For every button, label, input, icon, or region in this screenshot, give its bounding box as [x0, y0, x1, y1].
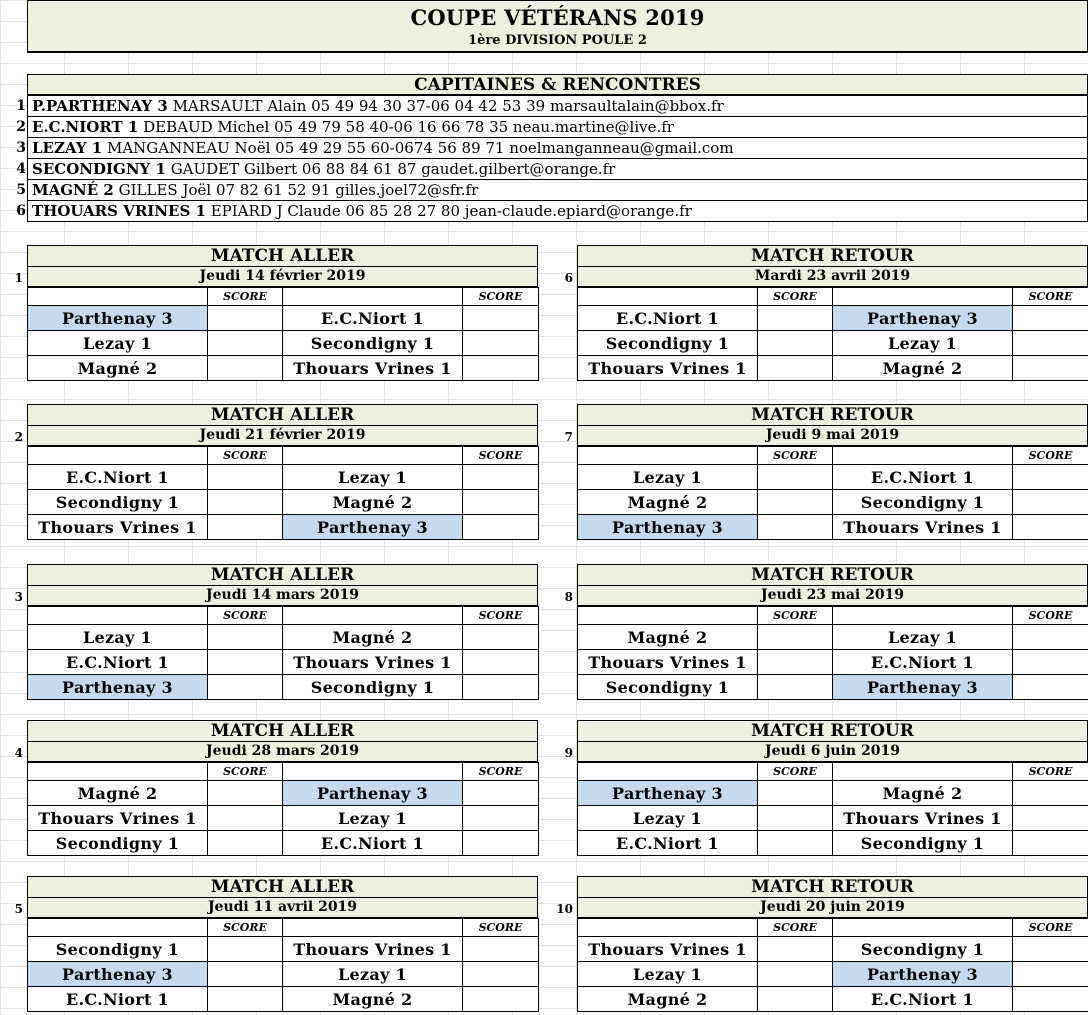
match-date: Jeudi 6 juin 2019 [577, 742, 1088, 762]
match-title: MATCH ALLER [27, 245, 538, 267]
captain-contact: EPIARD J Claude 06 85 28 27 80 jean-claude.epiard@orange.fr [210, 202, 692, 220]
score-label: SCORE [208, 763, 283, 781]
score-label: SCORE [758, 763, 833, 781]
score-label: SCORE [463, 763, 539, 781]
captain-contact: GAUDET Gilbert 06 88 84 61 87 gaudet.gilbert@orange.fr [170, 160, 616, 178]
score-label: SCORE [1013, 607, 1088, 625]
match-date: Jeudi 11 avril 2019 [27, 898, 538, 918]
home-score-cell[interactable] [758, 650, 833, 675]
away-team: Secondigny 1 [283, 675, 463, 700]
score-header-blank [28, 447, 208, 465]
away-team: Secondigny 1 [833, 937, 1013, 962]
match-row [28, 781, 539, 806]
away-team: Lezay 1 [833, 625, 1013, 650]
home-score-cell[interactable] [208, 490, 283, 515]
match-date: Jeudi 28 mars 2019 [27, 742, 538, 762]
home-score-cell[interactable] [208, 650, 283, 675]
match-grid [27, 762, 539, 856]
score-header-row [578, 763, 1088, 781]
away-score-cell[interactable] [463, 331, 539, 356]
title-banner [27, 0, 1088, 53]
match-row [578, 937, 1088, 962]
home-score-cell[interactable] [758, 625, 833, 650]
away-score-cell[interactable] [463, 625, 539, 650]
away-score-cell[interactable] [463, 650, 539, 675]
home-score-cell[interactable] [208, 987, 283, 1012]
score-label: SCORE [758, 288, 833, 306]
captain-team: LEZAY 1 [32, 139, 103, 157]
captain-contact: GILLES Joël 07 82 61 52 91 gilles.joel72@sfr.fr [118, 181, 479, 199]
away-team: Thouars Vrines 1 [283, 937, 463, 962]
captain-row-number: 6 [16, 203, 26, 219]
match-title: MATCH ALLER [27, 564, 538, 586]
away-team: Lezay 1 [283, 806, 463, 831]
match-row [578, 806, 1088, 831]
score-label: SCORE [1013, 919, 1088, 937]
match-row [28, 625, 539, 650]
match-row [28, 306, 539, 331]
match-number: 5 [14, 902, 23, 916]
home-score-cell[interactable] [758, 781, 833, 806]
captain-team: SECONDIGNY 1 [32, 160, 166, 178]
match-row [578, 987, 1088, 1012]
away-score-cell[interactable] [1013, 987, 1088, 1012]
away-team: Magné 2 [283, 625, 463, 650]
away-score-cell[interactable] [463, 831, 539, 856]
away-score-cell[interactable] [1013, 356, 1088, 381]
match-number: 3 [14, 590, 23, 604]
away-team: E.C.Niort 1 [833, 987, 1013, 1012]
score-header-row [578, 607, 1088, 625]
score-header-row [28, 447, 539, 465]
away-score-cell[interactable] [463, 515, 539, 540]
score-header-blank [578, 607, 758, 625]
away-team: E.C.Niort 1 [833, 465, 1013, 490]
home-team: Magné 2 [28, 356, 208, 381]
score-label: SCORE [1013, 288, 1088, 306]
match-row [578, 650, 1088, 675]
match-date: Jeudi 20 juin 2019 [577, 898, 1088, 918]
home-team: Magné 2 [28, 781, 208, 806]
captain-row [27, 201, 1088, 222]
match-number: 1 [14, 271, 23, 285]
captain-row [27, 117, 1088, 138]
away-score-cell[interactable] [1013, 650, 1088, 675]
captain-contact: MANGANNEAU Noël 05 49 29 55 60-0674 56 89 71 noelmanganneau@gmail.com [106, 139, 734, 157]
match-date: Jeudi 23 mai 2019 [577, 586, 1088, 606]
away-score-cell[interactable] [463, 675, 539, 700]
match-title: MATCH RETOUR [577, 404, 1088, 426]
score-header-blank [283, 919, 463, 937]
score-header-row [578, 288, 1088, 306]
captain-row [27, 180, 1088, 201]
away-team: Lezay 1 [283, 962, 463, 987]
score-header-row [28, 763, 539, 781]
score-header-blank [578, 288, 758, 306]
captains-header: CAPITAINES & RENCONTRES [27, 74, 1088, 96]
page-title: COUPE VÉTÉRANS 2019 [410, 5, 705, 30]
score-header-blank [28, 607, 208, 625]
captain-team: THOUARS VRINES 1 [32, 202, 206, 220]
match-title: MATCH ALLER [27, 404, 538, 426]
score-label: SCORE [208, 607, 283, 625]
away-team: E.C.Niort 1 [283, 831, 463, 856]
score-header-blank [283, 288, 463, 306]
score-header-row [28, 919, 539, 937]
score-header-row [578, 447, 1088, 465]
match-row [28, 831, 539, 856]
page-subtitle: 1ère DIVISION POULE 2 [468, 33, 647, 48]
home-team: Secondigny 1 [28, 490, 208, 515]
home-score-cell[interactable] [758, 306, 833, 331]
score-label: SCORE [1013, 763, 1088, 781]
score-header-blank [28, 919, 208, 937]
away-score-cell[interactable] [1013, 465, 1088, 490]
match-row [28, 987, 539, 1012]
captain-row-number: 3 [16, 140, 26, 156]
captain-row-number: 5 [16, 182, 26, 198]
match-title: MATCH ALLER [27, 876, 538, 898]
match-date: Jeudi 21 février 2019 [27, 426, 538, 446]
home-team: Lezay 1 [28, 625, 208, 650]
score-header-row [578, 919, 1088, 937]
home-team: Magné 2 [578, 625, 758, 650]
away-score-cell[interactable] [1013, 306, 1088, 331]
match-row [578, 465, 1088, 490]
away-score-cell[interactable] [1013, 806, 1088, 831]
home-team: Lezay 1 [578, 465, 758, 490]
score-header-blank [578, 447, 758, 465]
away-score-cell[interactable] [463, 987, 539, 1012]
home-team: Parthenay 3 [28, 306, 208, 331]
captain-row-number: 4 [16, 161, 26, 177]
home-team: Thouars Vrines 1 [578, 937, 758, 962]
match-row [28, 356, 539, 381]
away-team: Thouars Vrines 1 [283, 356, 463, 381]
home-team: Thouars Vrines 1 [578, 356, 758, 381]
away-score-cell[interactable] [1013, 625, 1088, 650]
home-score-cell[interactable] [758, 962, 833, 987]
score-header-blank [833, 288, 1013, 306]
captain-team: E.C.NIORT 1 [32, 118, 139, 136]
captain-team: MAGNÉ 2 [32, 181, 114, 199]
match-row [578, 675, 1088, 700]
home-team: Secondigny 1 [28, 937, 208, 962]
match-row [28, 490, 539, 515]
home-score-cell[interactable] [208, 306, 283, 331]
match-row [578, 781, 1088, 806]
home-team: E.C.Niort 1 [28, 465, 208, 490]
match-date: Mardi 23 avril 2019 [577, 267, 1088, 287]
match-number: 2 [14, 430, 23, 444]
match-date: Jeudi 9 mai 2019 [577, 426, 1088, 446]
match-title: MATCH RETOUR [577, 245, 1088, 267]
home-score-cell[interactable] [758, 806, 833, 831]
match-row [28, 331, 539, 356]
match-grid [27, 606, 539, 700]
home-score-cell[interactable] [758, 356, 833, 381]
match-row [28, 937, 539, 962]
score-header-blank [28, 763, 208, 781]
home-score-cell[interactable] [758, 490, 833, 515]
away-team: Magné 2 [283, 987, 463, 1012]
home-team: Parthenay 3 [28, 675, 208, 700]
match-number: 9 [564, 746, 573, 760]
away-team: Parthenay 3 [283, 781, 463, 806]
captain-row [27, 159, 1088, 180]
away-score-cell[interactable] [1013, 831, 1088, 856]
match-number: 4 [14, 746, 23, 760]
match-number: 7 [564, 430, 573, 444]
home-team: Lezay 1 [28, 331, 208, 356]
away-team: Parthenay 3 [833, 962, 1013, 987]
match-grid [577, 446, 1088, 540]
score-header-blank [833, 919, 1013, 937]
home-team: Thouars Vrines 1 [28, 806, 208, 831]
home-team: Parthenay 3 [578, 781, 758, 806]
home-team: Magné 2 [578, 490, 758, 515]
away-team: E.C.Niort 1 [833, 650, 1013, 675]
score-label: SCORE [208, 288, 283, 306]
away-team: Parthenay 3 [833, 675, 1013, 700]
home-score-cell[interactable] [758, 937, 833, 962]
match-number: 8 [564, 590, 573, 604]
away-score-cell[interactable] [463, 806, 539, 831]
match-grid [27, 287, 539, 381]
home-score-cell[interactable] [758, 331, 833, 356]
captain-row-number: 1 [16, 98, 26, 114]
home-team: Lezay 1 [578, 806, 758, 831]
match-row [28, 465, 539, 490]
home-score-cell[interactable] [208, 962, 283, 987]
captain-contact: MARSAULT Alain 05 49 94 30 37-06 04 42 53 39 marsaultalain@bbox.fr [172, 97, 724, 115]
home-team: E.C.Niort 1 [578, 306, 758, 331]
home-team: Secondigny 1 [578, 331, 758, 356]
home-team: E.C.Niort 1 [578, 831, 758, 856]
home-score-cell[interactable] [208, 515, 283, 540]
score-label: SCORE [758, 919, 833, 937]
match-grid [577, 287, 1088, 381]
home-team: Secondigny 1 [28, 831, 208, 856]
captain-contact: DEBAUD Michel 05 49 79 58 40-06 16 66 78 35 neau.martine@live.fr [143, 118, 674, 136]
match-row [28, 962, 539, 987]
home-team: E.C.Niort 1 [28, 987, 208, 1012]
match-grid [577, 606, 1088, 700]
away-team: Lezay 1 [283, 465, 463, 490]
match-grid [577, 918, 1088, 1012]
away-team: Parthenay 3 [833, 306, 1013, 331]
score-header-row [28, 607, 539, 625]
score-header-blank [578, 919, 758, 937]
score-label: SCORE [758, 607, 833, 625]
score-label: SCORE [463, 919, 539, 937]
captain-row [27, 96, 1088, 117]
captain-row-number: 2 [16, 119, 26, 135]
away-team: Magné 2 [283, 490, 463, 515]
score-header-blank [578, 763, 758, 781]
score-header-blank [833, 447, 1013, 465]
home-team: Thouars Vrines 1 [28, 515, 208, 540]
away-team: Secondigny 1 [833, 831, 1013, 856]
home-score-cell[interactable] [758, 675, 833, 700]
home-team: Secondigny 1 [578, 675, 758, 700]
score-label: SCORE [208, 919, 283, 937]
match-grid [27, 918, 539, 1012]
match-row [28, 650, 539, 675]
match-row [578, 515, 1088, 540]
away-score-cell[interactable] [1013, 781, 1088, 806]
away-team: Lezay 1 [833, 331, 1013, 356]
match-number: 6 [564, 271, 573, 285]
away-score-cell[interactable] [463, 937, 539, 962]
home-score-cell[interactable] [208, 331, 283, 356]
away-score-cell[interactable] [463, 490, 539, 515]
score-label: SCORE [463, 288, 539, 306]
home-team: Thouars Vrines 1 [578, 650, 758, 675]
match-grid [27, 446, 539, 540]
home-score-cell[interactable] [208, 625, 283, 650]
match-title: MATCH RETOUR [577, 876, 1088, 898]
score-header-blank [28, 288, 208, 306]
score-header-row [28, 288, 539, 306]
score-label: SCORE [1013, 447, 1088, 465]
home-score-cell[interactable] [758, 515, 833, 540]
away-score-cell[interactable] [1013, 962, 1088, 987]
home-score-cell[interactable] [758, 465, 833, 490]
home-score-cell[interactable] [208, 356, 283, 381]
captain-team: P.PARTHENAY 3 [32, 97, 168, 115]
away-score-cell[interactable] [463, 465, 539, 490]
away-score-cell[interactable] [1013, 331, 1088, 356]
home-score-cell[interactable] [208, 465, 283, 490]
away-score-cell[interactable] [1013, 490, 1088, 515]
match-date: Jeudi 14 février 2019 [27, 267, 538, 287]
match-date: Jeudi 14 mars 2019 [27, 586, 538, 606]
match-row [578, 490, 1088, 515]
home-team: Lezay 1 [578, 962, 758, 987]
score-header-blank [283, 447, 463, 465]
home-score-cell[interactable] [758, 831, 833, 856]
away-team: Thouars Vrines 1 [833, 806, 1013, 831]
home-score-cell[interactable] [208, 831, 283, 856]
match-row [578, 356, 1088, 381]
match-row [578, 831, 1088, 856]
home-score-cell[interactable] [208, 781, 283, 806]
match-row [578, 962, 1088, 987]
away-team: Thouars Vrines 1 [833, 515, 1013, 540]
score-header-blank [283, 763, 463, 781]
match-number: 10 [556, 902, 573, 916]
away-team: Parthenay 3 [283, 515, 463, 540]
score-header-blank [283, 607, 463, 625]
home-score-cell[interactable] [208, 937, 283, 962]
away-team: Secondigny 1 [283, 331, 463, 356]
match-row [578, 306, 1088, 331]
score-label: SCORE [758, 447, 833, 465]
away-team: Magné 2 [833, 781, 1013, 806]
match-title: MATCH ALLER [27, 720, 538, 742]
home-team: Parthenay 3 [28, 962, 208, 987]
match-row [578, 331, 1088, 356]
score-label: SCORE [463, 447, 539, 465]
match-title: MATCH RETOUR [577, 720, 1088, 742]
match-row [28, 806, 539, 831]
home-score-cell[interactable] [758, 987, 833, 1012]
away-score-cell[interactable] [1013, 675, 1088, 700]
home-team: E.C.Niort 1 [28, 650, 208, 675]
away-team: E.C.Niort 1 [283, 306, 463, 331]
match-row [28, 515, 539, 540]
away-score-cell[interactable] [463, 781, 539, 806]
score-header-blank [833, 607, 1013, 625]
score-label: SCORE [208, 447, 283, 465]
home-team: Parthenay 3 [578, 515, 758, 540]
match-title: MATCH RETOUR [577, 564, 1088, 586]
home-score-cell[interactable] [208, 806, 283, 831]
away-team: Magné 2 [833, 356, 1013, 381]
match-row [28, 675, 539, 700]
home-team: Magné 2 [578, 987, 758, 1012]
away-score-cell[interactable] [1013, 937, 1088, 962]
away-score-cell[interactable] [1013, 515, 1088, 540]
away-score-cell[interactable] [463, 356, 539, 381]
away-team: Thouars Vrines 1 [283, 650, 463, 675]
home-score-cell[interactable] [208, 675, 283, 700]
score-header-blank [833, 763, 1013, 781]
away-score-cell[interactable] [463, 962, 539, 987]
match-row [578, 625, 1088, 650]
match-grid [577, 762, 1088, 856]
score-label: SCORE [463, 607, 539, 625]
away-team: Secondigny 1 [833, 490, 1013, 515]
captain-row [27, 138, 1088, 159]
away-score-cell[interactable] [463, 306, 539, 331]
